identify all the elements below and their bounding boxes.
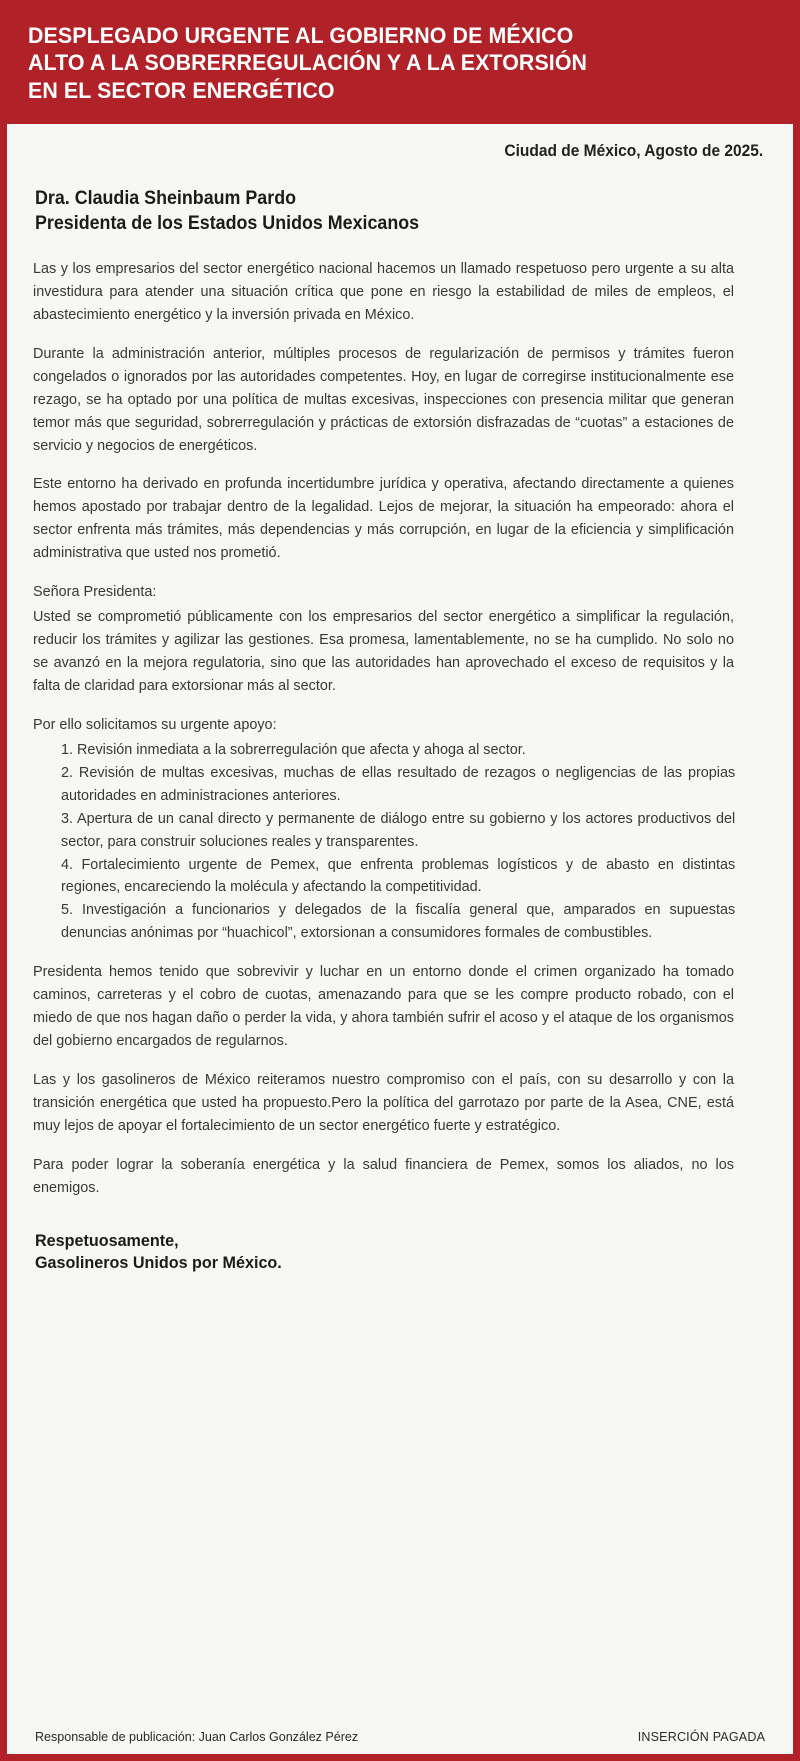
salutation-second: Señora Presidenta:: [33, 583, 157, 601]
paragraph-1: Las y los empresarios del sector energético nacional hacemos un llamado respetuoso pero urgente a su alta investidura para atender una situación crítica que pone en riesgo la estabilidad de miles de empleos, el abastecimiento energético y la inversión privada en México.: [33, 259, 734, 323]
footer-paid-notice: INSERCIÓN PAGADA: [637, 1729, 765, 1744]
list-item: 3. Apertura de un canal directo y permanente de diálogo entre su gobierno y los actores productivos del sector, para construir soluciones reales y transparentes.: [61, 809, 736, 850]
addressee-title: Presidenta de los Estados Unidos Mexicanos: [35, 212, 420, 234]
headline-line-3: EN EL SECTOR ENERGÉTICO: [28, 77, 335, 103]
headline-line-1: DESPLEGADO URGENTE AL GOBIERNO DE MÉXICO: [28, 23, 574, 48]
list-item: 2. Revisión de multas excesivas, muchas de ellas resultado de rezagos o negligencias de las propias autoridades en administraciones anteriores.: [61, 763, 736, 804]
headline-line-2: ALTO A LA SOBRERREGULACIÓN Y A LA EXTORSIÓN: [28, 50, 588, 76]
addressee-name: Dra. Claudia Sheinbaum Pardo: [35, 188, 297, 210]
footer-responsible: Responsable de publicación: Juan Carlos González Pérez: [35, 1729, 359, 1744]
addressee-block: [35, 187, 723, 236]
paragraph-7: Para poder lograr la soberanía energética y la salud financiera de Pemex, somos los aliados, no los enemigos.: [33, 1155, 734, 1196]
paragraph-4: Usted se comprometió públicamente con los empresarios del sector energético a simplificar la regulación, reducir los trámites y agilizar las gestiones. Esa promesa, lamentablemente, no se ha cumplido. No solo no se avanzó en la mejora regulatoria, sino que las autoridades han aprovechado el exceso de requisitos y la falta de claridad para extorsionar más al sector.: [33, 608, 734, 694]
banner-header: [0, 0, 800, 124]
paragraph-6: Las y los gasolineros de México reiteramos nuestro compromiso con el país, con su desarrollo y con la transición energética que usted ha propuesto.Pero la política del garrotazo por parte de la Asea, CNE, está muy lejos de apoyar el fortalecimiento de un sector energético fuerte y estratégico.: [33, 1071, 734, 1134]
signoff-signer: Gasolineros Unidos por México.: [35, 1253, 282, 1273]
signoff-closing: Respetuosamente,: [35, 1230, 179, 1250]
dateline: Ciudad de México, Agosto de 2025.: [504, 142, 764, 161]
letter-sheet: [0, 124, 800, 1761]
headline: [28, 22, 735, 104]
requests-intro: Por ello solicitamos su urgente apoyo:: [33, 715, 277, 733]
signoff-block: [35, 1230, 730, 1276]
list-item: 4. Fortalecimiento urgente de Pemex, que enfrenta problemas logísticos y de abasto en distintas regiones, encareciendo la molécula y afectando la competitividad.: [61, 855, 736, 896]
footer: [33, 1713, 767, 1754]
list-item: 5. Investigación a funcionarios y delegados de la fiscalía general que, amparados en supuestas denuncias anónimas por “huachicol”, extorsionan a consumidores formales de combustibles.: [61, 901, 736, 942]
paragraph-3: Este entorno ha derivado en profunda incertidumbre jurídica y operativa, afectando directamente a quienes hemos apostado por trabajar dentro de la legalidad. Lejos de mejorar, la situación ha empeorado: ahora el sector enfrenta más trámites, más dependencias y más corrupción, en lugar de la eficiencia y simplificación administrativa que usted nos prometió.: [33, 475, 734, 562]
paragraph-2: Durante la administración anterior, múltiples procesos de regularización de permisos y trámites fueron congelados o ignorados por las autoridades competentes. Hoy, en lugar de corregirse institucionalmente ese rezago, se ha optado por una política de multas excesivas, inspecciones con presencia militar que generan temor más que seguridad, sobrerregulación y prácticas de extorsión disfrazadas de “cuotas” a estaciones de servicio y negocios de energéticos.: [33, 344, 734, 454]
letter-body: [33, 258, 767, 1216]
paragraph-5: Presidenta hemos tenido que sobrevivir y luchar en un entorno donde el crimen organizado ha tomado caminos, carreteras y el cobro de cuotas, amenazando para que se les compre producto robado, con el miedo de que nos hagan daño o perder la vida, y ahora también sufrir el acoso y el ataque de los organismos del gobierno encargados de regularnos.: [33, 963, 734, 1050]
requests-list: [33, 739, 767, 945]
list-item: 1. Revisión inmediata a la sobrerregulación que afecta y ahoga al sector.: [61, 740, 526, 758]
